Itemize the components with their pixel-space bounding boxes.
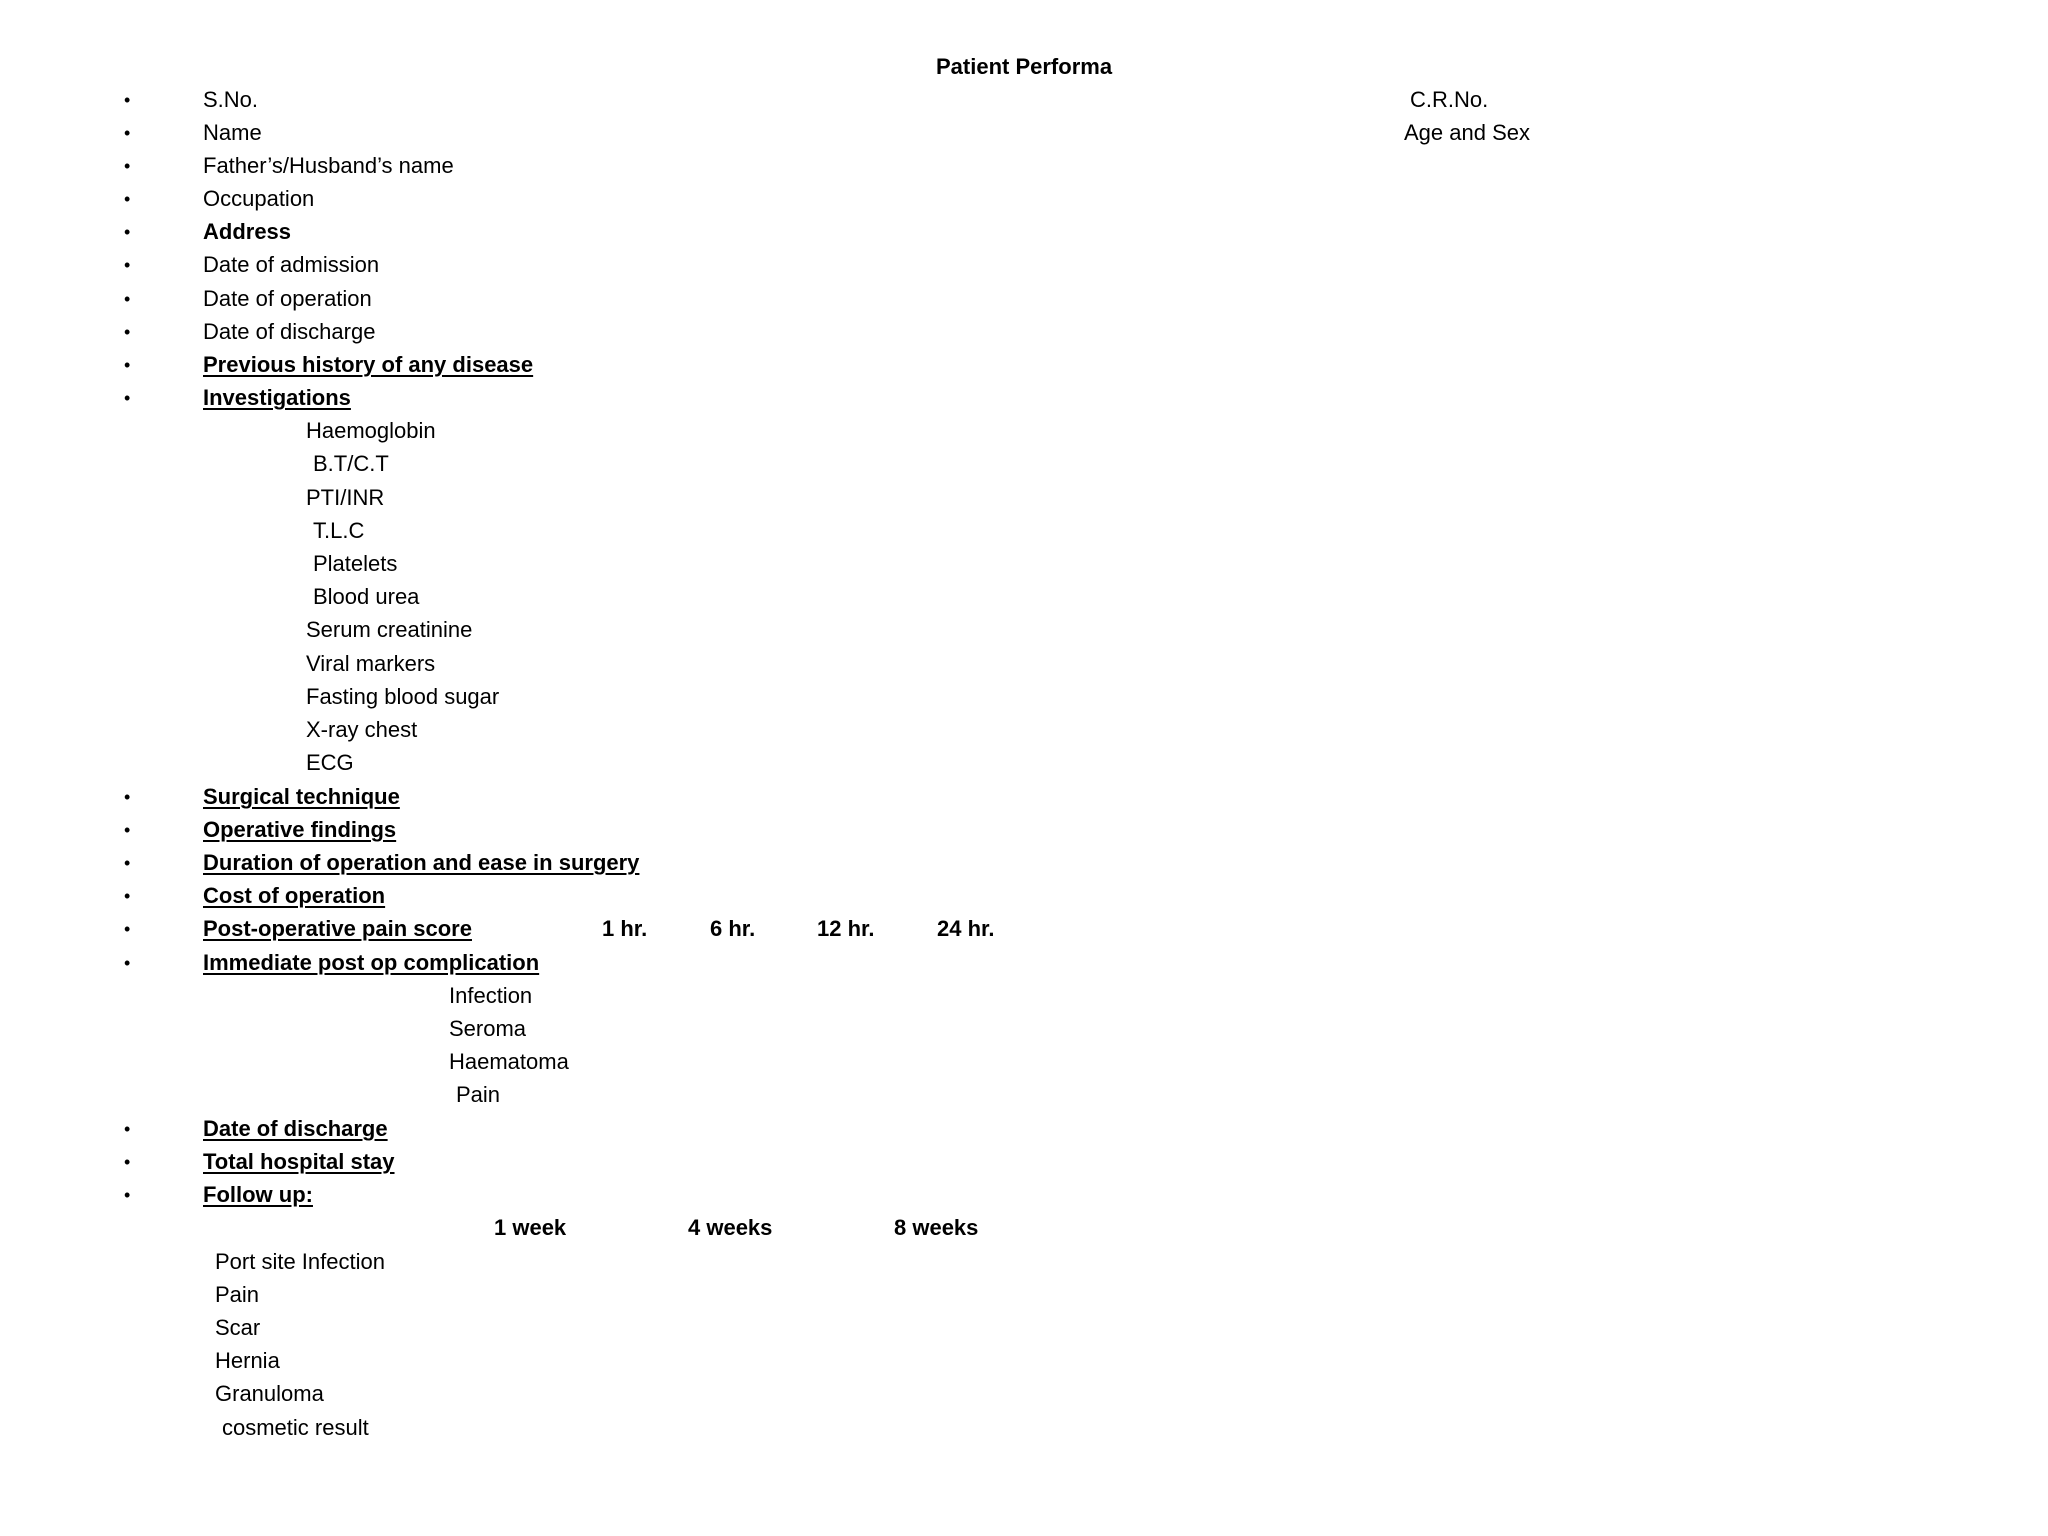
heading-investigations: Investigations — [203, 385, 351, 410]
bullet-icon: • — [124, 853, 131, 873]
investigation-item: PTI/INR — [306, 485, 385, 510]
pain-score-time: 6 hr. — [710, 916, 756, 941]
investigation-item: Serum creatinine — [306, 617, 473, 642]
field-address: Address — [203, 219, 292, 244]
investigation-item: B.T/C.T — [313, 451, 389, 476]
heading-pain-score: Post-operative pain score — [203, 916, 472, 941]
field-father-husband-name: Father’s/Husband’s name — [203, 153, 454, 178]
bullet-icon: • — [124, 953, 131, 973]
investigation-item: Platelets — [313, 551, 398, 576]
followup-period: 1 week — [494, 1215, 567, 1240]
investigation-item: Fasting blood sugar — [306, 684, 500, 709]
field-occupation: Occupation — [203, 186, 315, 211]
complication-item: Seroma — [449, 1016, 527, 1041]
investigation-item: Viral markers — [306, 651, 436, 676]
investigation-item: X-ray chest — [306, 717, 418, 742]
heading-previous-history: Previous history of any disease — [203, 352, 534, 377]
bullet-icon: • — [124, 388, 131, 408]
heading-duration-operation: Duration of operation and ease in surgery — [203, 850, 640, 875]
bullet-icon: • — [124, 886, 131, 906]
field-sno: S.No. — [203, 87, 259, 112]
page-title: Patient Performa — [936, 54, 1113, 79]
complication-item: Haematoma — [449, 1049, 569, 1074]
followup-item: Scar — [215, 1315, 261, 1340]
investigation-item: Blood urea — [313, 584, 420, 609]
followup-item: Pain — [215, 1282, 260, 1307]
field-name: Name — [203, 120, 262, 145]
pain-score-time: 24 hr. — [937, 916, 995, 941]
bullet-icon: • — [124, 222, 131, 242]
bullet-icon: • — [124, 1152, 131, 1172]
field-date-operation: Date of operation — [203, 286, 372, 311]
bullet-icon: • — [124, 820, 131, 840]
investigation-item: ECG — [306, 750, 354, 775]
field-date-admission: Date of admission — [203, 252, 380, 277]
heading-total-stay: Total hospital stay — [203, 1149, 395, 1174]
heading-follow-up: Follow up: — [203, 1182, 313, 1207]
followup-period: 8 weeks — [894, 1215, 979, 1240]
followup-period: 4 weeks — [688, 1215, 773, 1240]
pain-score-time: 1 hr. — [602, 916, 648, 941]
field-date-discharge: Date of discharge — [203, 319, 376, 344]
bullet-icon: • — [124, 322, 131, 342]
bullet-icon: • — [124, 255, 131, 275]
bullet-icon: • — [124, 919, 131, 939]
bullet-icon: • — [124, 90, 131, 110]
followup-item: cosmetic result — [222, 1415, 369, 1440]
heading-date-discharge: Date of discharge — [203, 1116, 388, 1141]
bullet-icon: • — [124, 123, 131, 143]
bullet-icon: • — [124, 355, 131, 375]
investigation-item: T.L.C — [313, 518, 365, 543]
heading-cost-operation: Cost of operation — [203, 883, 386, 908]
bullet-icon: • — [124, 787, 131, 807]
bullet-icon: • — [124, 156, 131, 176]
heading-operative-findings: Operative findings — [203, 817, 397, 842]
heading-immediate-complication: Immediate post op complication — [203, 950, 540, 975]
investigation-item: Haemoglobin — [306, 418, 436, 443]
age-sex-label: Age and Sex — [1404, 120, 1530, 145]
bullet-icon: • — [124, 1185, 131, 1205]
complication-item: Pain — [456, 1082, 501, 1107]
followup-item: Hernia — [215, 1348, 280, 1373]
bullet-icon: • — [124, 289, 131, 309]
bullet-icon: • — [124, 1119, 131, 1139]
bullet-icon: • — [124, 189, 131, 209]
complication-item: Infection — [449, 983, 533, 1008]
cr-no-label: C.R.No. — [1410, 87, 1489, 112]
pain-score-time: 12 hr. — [817, 916, 875, 941]
followup-item: Granuloma — [215, 1381, 324, 1406]
followup-item: Port site Infection — [215, 1249, 385, 1274]
heading-surgical-technique: Surgical technique — [203, 784, 400, 809]
